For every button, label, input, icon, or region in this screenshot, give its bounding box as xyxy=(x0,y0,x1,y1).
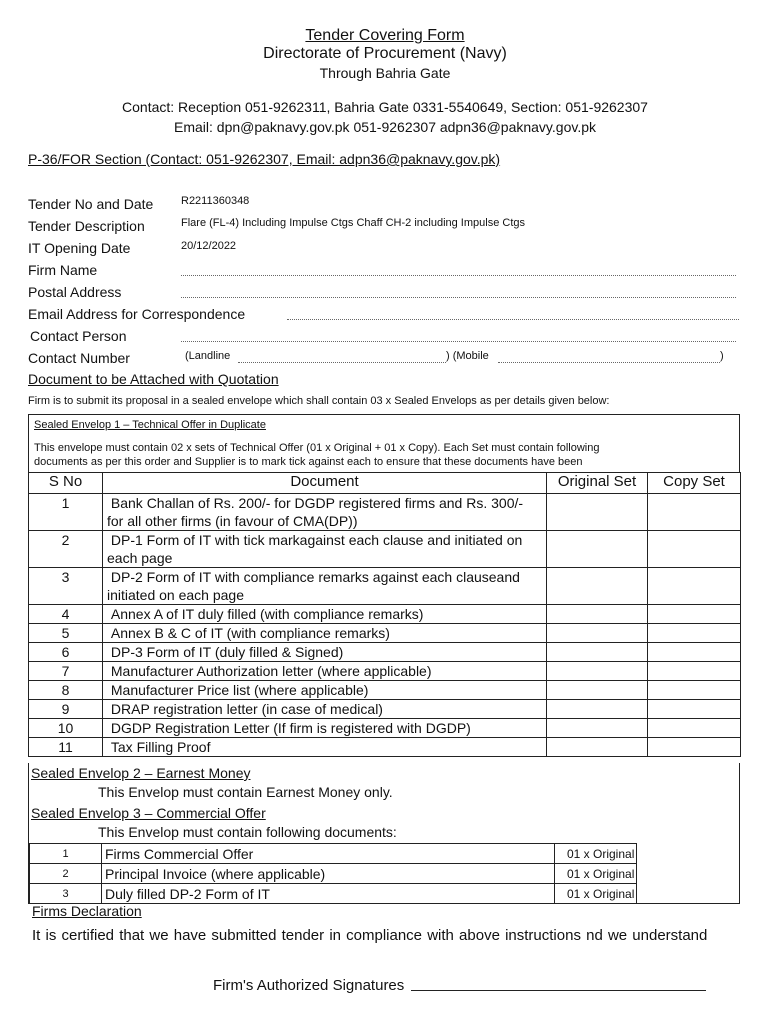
copy-set-checkbox[interactable] xyxy=(648,624,741,643)
original-set-checkbox[interactable] xyxy=(547,700,648,719)
original-set-checkbox[interactable] xyxy=(547,738,648,757)
comm-row-document: Firms Commercial Offer xyxy=(102,844,555,864)
email-address-label: Email Address for Correspondence xyxy=(28,306,246,322)
copy-set-checkbox[interactable] xyxy=(648,494,741,531)
contact-number-label: Contact Number xyxy=(28,350,130,366)
original-set-checkbox[interactable] xyxy=(547,662,648,681)
copy-set-checkbox[interactable] xyxy=(648,738,741,757)
postal-address-field[interactable] xyxy=(181,297,736,298)
attach-intro: Firm is to submit its proposal in a sealed envelope which shall contain 03 x Sealed Envelops as per details given below: xyxy=(28,395,610,407)
copy-set-checkbox[interactable] xyxy=(648,719,741,738)
row-sno: 1 xyxy=(29,494,103,531)
comm-row-quantity: 01 x Original xyxy=(555,864,637,884)
envelope2-title: Sealed Envelop 2 – Earnest Money xyxy=(31,765,251,781)
row-sno: 3 xyxy=(29,568,103,605)
mobile-label: ) (Mobile xyxy=(446,350,489,362)
envelope3-title: Sealed Envelop 3 – Commercial Offer xyxy=(31,805,266,821)
row-sno: 10 xyxy=(29,719,103,738)
envelope1-desc-2: documents as per this order and Supplier is to mark tick against each to ensure that these documents have been xyxy=(34,456,583,468)
row-document: Manufacturer Price list (where applicable) xyxy=(103,681,547,700)
mobile-close: ) xyxy=(720,350,724,362)
original-set-checkbox[interactable] xyxy=(547,494,648,531)
envelope2-desc: This Envelop must contain Earnest Money only. xyxy=(98,784,393,800)
postal-address-label: Postal Address xyxy=(28,284,122,300)
contact-person-label: Contact Person xyxy=(30,328,127,344)
firm-name-label: Firm Name xyxy=(28,262,98,278)
envelope1-box xyxy=(28,414,740,472)
landline-field[interactable] xyxy=(238,362,446,363)
contact-person-field[interactable] xyxy=(181,341,736,342)
declaration-text: It is certified that we have submitted tender in compliance with above instructions nd we understand xyxy=(32,927,708,944)
attach-heading: Document to be Attached with Quotation xyxy=(28,371,279,387)
opening-date-value: 20/12/2022 xyxy=(181,240,237,252)
comm-row-number: 2 xyxy=(30,864,102,884)
comm-row-quantity: 01 x Original xyxy=(555,884,637,904)
comm-row-number: 1 xyxy=(30,844,102,864)
comm-row-quantity: 01 x Original xyxy=(555,844,637,864)
row-document: Manufacturer Authorization letter (where applicable) xyxy=(103,662,547,681)
comm-row-document: Principal Invoice (where applicable) xyxy=(102,864,555,884)
row-document: Annex A of IT duly filled (with compliance remarks) xyxy=(103,605,547,624)
email-line: Email: dpn@paknavy.gov.pk 051-9262307 adpn36@paknavy.gov.pk xyxy=(174,119,596,135)
copy-set-checkbox[interactable] xyxy=(648,681,741,700)
original-set-checkbox[interactable] xyxy=(547,624,648,643)
row-document: DGDP Registration Letter (If firm is registered with DGDP) xyxy=(103,719,547,738)
row-sno: 2 xyxy=(29,531,103,568)
row-sno: 5 xyxy=(29,624,103,643)
row-sno: 6 xyxy=(29,643,103,662)
firm-name-field[interactable] xyxy=(181,275,736,276)
original-set-checkbox[interactable] xyxy=(547,568,648,605)
col-original-set: Original Set xyxy=(547,473,648,494)
row-document: DP-3 Form of IT (duly filled & Signed) xyxy=(103,643,547,662)
copy-set-checkbox[interactable] xyxy=(648,568,741,605)
row-document: Bank Challan of Rs. 200/- for DGDP registered firms and Rs. 300/- for all other firms (in favour of CMA(DP)) xyxy=(103,494,547,531)
commercial-table xyxy=(29,843,637,904)
email-address-field[interactable] xyxy=(287,319,739,320)
row-sno: 7 xyxy=(29,662,103,681)
col-document: Document xyxy=(103,473,547,494)
row-sno: 8 xyxy=(29,681,103,700)
row-document: DRAP registration letter (in case of medical) xyxy=(103,700,547,719)
copy-set-checkbox[interactable] xyxy=(648,605,741,624)
comm-row-number: 3 xyxy=(30,884,102,904)
row-sno: 4 xyxy=(29,605,103,624)
copy-set-checkbox[interactable] xyxy=(648,662,741,681)
form-title: Tender Covering Form xyxy=(305,27,465,44)
copy-set-checkbox[interactable] xyxy=(648,531,741,568)
tender-description-label: Tender Description xyxy=(28,218,145,234)
through-line: Through Bahria Gate xyxy=(319,65,451,81)
copy-set-checkbox[interactable] xyxy=(648,643,741,662)
original-set-checkbox[interactable] xyxy=(547,531,648,568)
comm-row-document: Duly filled DP-2 Form of IT xyxy=(102,884,555,904)
row-sno: 9 xyxy=(29,700,103,719)
original-set-checkbox[interactable] xyxy=(547,643,648,662)
col-copy-set: Copy Set xyxy=(648,473,741,494)
declaration-heading: Firms Declaration xyxy=(32,903,142,919)
envelope2-3-box xyxy=(28,763,740,904)
original-set-checkbox[interactable] xyxy=(547,605,648,624)
original-set-checkbox[interactable] xyxy=(547,681,648,700)
col-sno: S No xyxy=(29,473,103,494)
row-document: DP-2 Form of IT with compliance remarks against each clauseand initiated on each page xyxy=(103,568,547,605)
signature-field[interactable] xyxy=(411,990,706,991)
copy-set-checkbox[interactable] xyxy=(648,700,741,719)
envelope3-desc: This Envelop must contain following documents: xyxy=(98,824,397,840)
row-sno: 11 xyxy=(29,738,103,757)
opening-date-label: IT Opening Date xyxy=(28,240,131,256)
tender-no-label: Tender No and Date xyxy=(28,196,154,212)
tender-no-value: R2211360348 xyxy=(181,195,250,207)
tender-description-value: Flare (FL-4) Including Impulse Ctgs Chaff CH-2 including Impulse Ctgs xyxy=(181,217,525,229)
contact-line: Contact: Reception 051-9262311, Bahria Gate 0331-5540649, Section: 051-9262307 xyxy=(122,99,648,115)
original-set-checkbox[interactable] xyxy=(547,719,648,738)
directorate-name: Directorate of Procurement (Navy) xyxy=(263,45,507,62)
mobile-field[interactable] xyxy=(498,362,720,363)
section-contact-line: P-36/FOR Section (Contact: 051-9262307, Email: adpn36@paknavy.gov.pk) xyxy=(28,151,501,167)
envelope1-title: Sealed Envelop 1 – Technical Offer in Duplicate xyxy=(34,419,266,431)
landline-label: (Landline xyxy=(185,350,231,362)
signature-label: Firm's Authorized Signatures xyxy=(213,977,405,994)
envelope1-desc-1: This envelope must contain 02 x sets of Technical Offer (01 x Original + 01 x Copy). Each Set must contain following xyxy=(34,442,600,454)
row-document: Tax Filling Proof xyxy=(103,738,547,757)
row-document: Annex B & C of IT (with compliance remarks) xyxy=(103,624,547,643)
row-document: DP-1 Form of IT with tick markagainst each clause and initiated on each page xyxy=(103,531,547,568)
documents-table xyxy=(28,472,741,757)
